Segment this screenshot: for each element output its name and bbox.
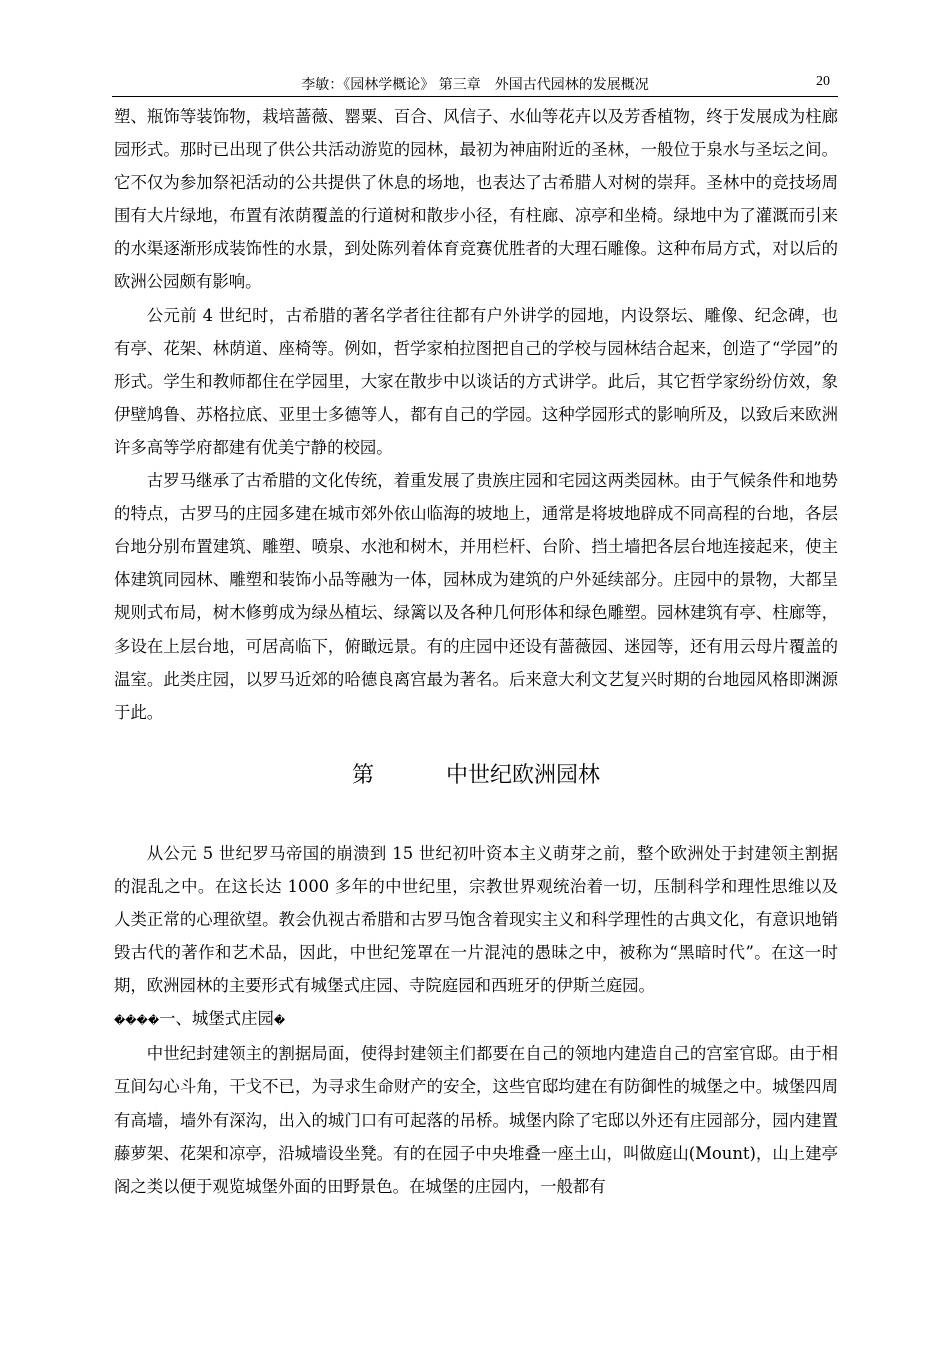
subheading-marks: ���� bbox=[114, 1014, 160, 1028]
paragraph: 公元前 4 世纪时，古希腊的著名学者往往都有户外讲学的园地，内设祭坛、雕像、纪念碑，也有亭、花架、林荫道、座椅等。例如，哲学家柏拉图把自己的学校与园林结合起来，创造了“学园”的形式。学生和教师都住在学园里，大家在散步中以谈话的方式讲学。此后，其它哲学家纷纷仿效，象伊壁鸠鲁、苏格拉底、亚里士多德等人，都有自己的学园。这种学园形式的影响所及，以致后来欧洲许多高等学府都建有优美宁静的校园。 bbox=[114, 305, 838, 457]
section-heading bbox=[114, 751, 838, 801]
page-body bbox=[114, 100, 838, 1203]
header-title: 李敏：《园林学概论》 第三章 外国古代园林的发展概况 bbox=[301, 77, 649, 93]
page-number: 20 bbox=[816, 74, 830, 89]
section-prefix: 第 bbox=[351, 762, 374, 788]
subheading-trail: � bbox=[273, 1014, 286, 1028]
paragraph: 塑、瓶饰等装饰物，栽培蔷薇、罂粟、百合、风信子、水仙等花卉以及芳香植物，终于发展成为柱廊园形式。那时已出现了供公共活动游览的园林，最初为神庙附近的圣林，一般位于泉水与圣坛之间。它不仅为参加祭祀活动的公共提供了休息的场地，也表达了古希腊人对树的崇拜。圣林中的竞技场周围有大片绿地，布置有浓荫覆盖的行道树和散步小径，有柱廊、凉亭和坐椅。绿地中为了灌溉而引来的水渠逐渐形成装饰性的水景，到处陈列着体育竞赛优胜者的大理石雕像。这种布局方式，对以后的欧洲公园颇有影响。 bbox=[114, 107, 838, 292]
page-header bbox=[112, 72, 838, 97]
paragraph: 从公元 5 世纪罗马帝国的崩溃到 15 世纪初叶资本主义萌芽之前，整个欧洲处于封建领主割据的混乱之中。在这长达 1000 多年的中世纪里，宗教世界观统治着一切，压制科学和理性思维以及人类正常的心理欲望。教会仇视古希腊和古罗马饱含着现实主义和科学理性的古典文化，有意识地销毁古代的著作和艺术品，因此，中世纪笼罩在一片混沌的愚昧之中，被称为“黑暗时代”。在这一时期，欧洲园林的主要形式有城堡式庄园、寺院庭园和西班牙的伊斯兰庭园。 bbox=[114, 843, 838, 996]
subheading-text: 一、城堡式庄园 bbox=[159, 1009, 274, 1029]
paragraph: 中世纪封建领主的割据局面，使得封建领主们都要在自己的领地内建造自己的宫室官邸。由于相互间勾心斗角，干戈不已，为寻求生命财产的安全，这些官邸均建在有防御性的城堡之中。城堡四周有高墙，墙外有深沟，出入的城门口有可起落的吊桥。城堡内除了宅邸以外还有庄园部分，园内建置藤萝架、花架和凉亭，沿城墙设坐凳。有的在园子中央堆叠一座土山，叫做庭山(Mount)，山上建亭阁之类以便于观览城堡外面的田野景色。在城堡的庄园内，一般都有 bbox=[114, 1044, 838, 1196]
paragraph: 古罗马继承了古希腊的文化传统，着重发展了贵族庄园和宅园这两类园林。由于气候条件和地势的特点，古罗马的庄园多建在城市郊外依山临海的坡地上，通常是将坡地辟成不同高程的台地，各层台地分别布置建筑、雕塑、喷泉、水池和树木，并用栏杆、台阶、挡土墙把各层台地连接起来，使主体建筑同园林、雕塑和装饰小品等融为一体，园林成为建筑的户外延续部分。庄园中的景物，大都呈规则式布局，树木修剪成为绿丛植坛、绿篱以及各种几何形体和绿色雕塑。园林建筑有亭、柱廊等，多设在上层台地，可居高临下，俯瞰远景。有的庄园中还设有蔷薇园、迷园等，还有用云母片覆盖的温室。此类庄园，以罗马近郊的哈德良离宫最为著名。后来意大利文艺复兴时期的台地园风格即渊源于此。 bbox=[114, 471, 838, 722]
section-title: 中世纪欧洲园林 bbox=[446, 762, 601, 788]
subheading bbox=[114, 1002, 838, 1037]
